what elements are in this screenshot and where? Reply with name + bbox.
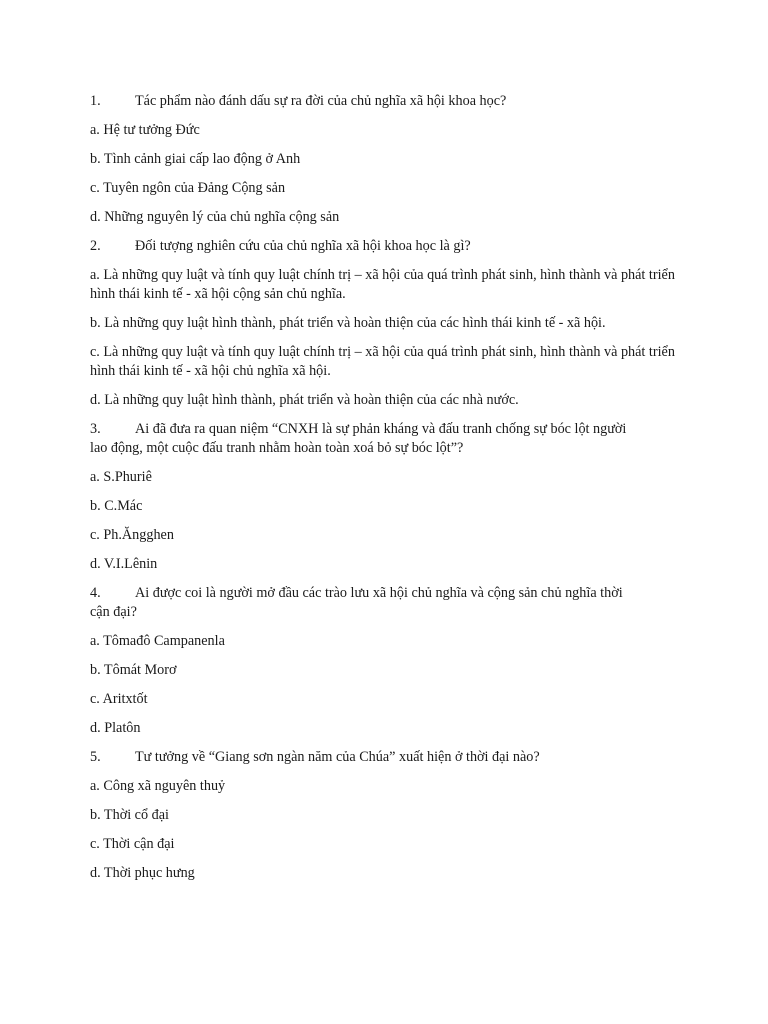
question-header	[90, 237, 680, 256]
question-number: 2.	[90, 238, 101, 254]
question-text: Tư tưởng về “Giang sơn ngàn năm của Chúa” xuất hiện ở thời đại nào?	[135, 749, 540, 765]
answer-option-a: a. Tômađô Campanenla	[90, 633, 225, 649]
answer-option-d: d. V.I.Lênin	[90, 556, 158, 572]
answer-option-c: c. Ph.Ăngghen	[90, 527, 174, 543]
question-1	[90, 92, 680, 227]
question-number: 4.	[90, 585, 101, 601]
answer-option-b: b. Tômát Morơ	[90, 662, 177, 678]
question-header	[90, 92, 680, 111]
question-text-line-1: Ai đã đưa ra quan niệm “CNXH là sự phản kháng và đấu tranh chống sự bóc lột người	[135, 421, 627, 437]
question-header	[90, 748, 680, 767]
question-text-line-2: lao động, một cuộc đấu tranh nhằm hoàn toàn xoá bỏ sự bóc lột”?	[90, 440, 464, 456]
question-3	[90, 420, 680, 574]
question-header	[90, 584, 680, 622]
answer-option-d: d. Là những quy luật hình thành, phát triển và hoàn thiện của các nhà nước.	[90, 392, 519, 408]
question-5	[90, 748, 680, 883]
question-number: 1.	[90, 93, 101, 109]
answer-option-a: a. S.Phuriê	[90, 469, 152, 485]
answer-option-d: d. Thời phục hưng	[90, 865, 195, 881]
question-header	[90, 420, 680, 458]
question-number: 3.	[90, 421, 101, 437]
answer-option-c: c. Aritxtốt	[90, 691, 148, 707]
answer-option-a: a. Công xã nguyên thuỷ	[90, 778, 226, 794]
answer-option-c: c. Thời cận đại	[90, 836, 175, 852]
answer-option-d: d. Những nguyên lý của chủ nghĩa cộng sản	[90, 209, 340, 225]
question-text-line-1: Ai được coi là người mở đầu các trào lưu xã hội chủ nghĩa và cộng sản chủ nghĩa thời	[135, 585, 623, 601]
answer-option-b: b. Là những quy luật hình thành, phát triển và hoàn thiện của các hình thái kinh tế - xã hội.	[90, 315, 606, 331]
answer-option-b: b. Thời cổ đại	[90, 807, 169, 823]
question-number: 5.	[90, 749, 101, 765]
question-text: Tác phẩm nào đánh dấu sự ra đời của chủ nghĩa xã hội khoa học?	[135, 93, 507, 109]
answer-option-b: b. C.Mác	[90, 498, 143, 514]
answer-option-c: c. Tuyên ngôn của Đảng Cộng sản	[90, 180, 286, 196]
question-4	[90, 584, 680, 738]
question-text: Đối tượng nghiên cứu của chủ nghĩa xã hội khoa học là gì?	[135, 238, 471, 254]
question-2	[90, 237, 680, 410]
answer-option-c: c. Là những quy luật và tính quy luật chính trị – xã hội của quá trình phát sinh, hình thành và phát triển hình thái kinh tế - xã hội chủ nghĩa xã hội.	[90, 344, 675, 379]
answer-option-b: b. Tình cảnh giai cấp lao động ở Anh	[90, 151, 301, 167]
answer-option-d: d. Platôn	[90, 720, 141, 736]
question-text-line-2: cận đại?	[90, 604, 137, 620]
answer-option-a: a. Hệ tư tưởng Đức	[90, 122, 200, 138]
answer-option-a: a. Là những quy luật và tính quy luật chính trị – xã hội của quá trình phát sinh, hình thành và phát triển hình thái kinh tế - xã hội cộng sản chủ nghĩa.	[90, 267, 675, 302]
document-body	[90, 92, 680, 893]
